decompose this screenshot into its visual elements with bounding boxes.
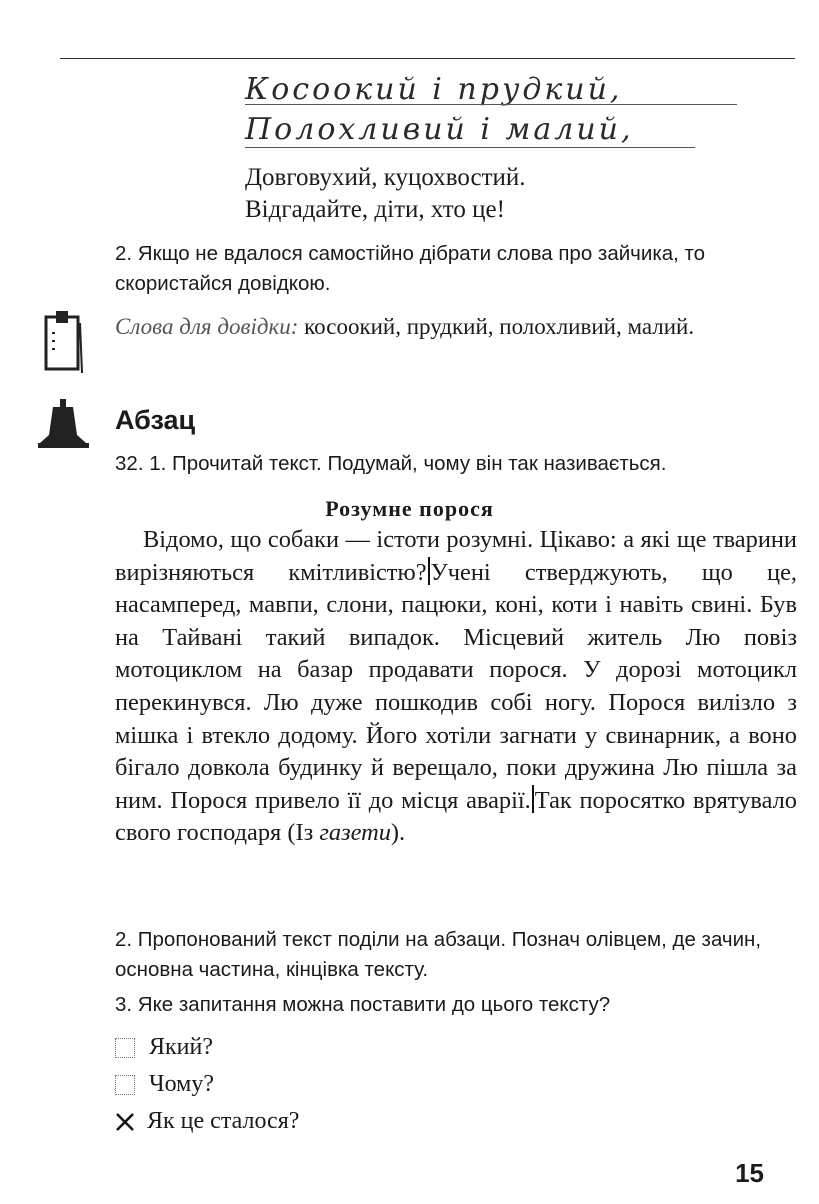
reference-words: косоокий, прудкий, полохливий, малий. xyxy=(304,314,695,339)
riddle-line-4: Відгадайте, діти, хто це! xyxy=(245,196,505,223)
reference-label: Слова для довідки: xyxy=(115,314,299,339)
option-label: Як це сталося? xyxy=(147,1108,300,1134)
task-2-paragraphs: 2. Пропонований текст поділи на абзаци. Познач олівцем, де зачин, основна частина, кінцівка тексту. xyxy=(115,928,762,981)
checkbox-empty[interactable] xyxy=(115,1075,135,1095)
bell-icon xyxy=(36,397,91,452)
paragraph-break-mark-2 xyxy=(532,785,534,813)
top-rule xyxy=(60,58,795,59)
option-yakyi[interactable] xyxy=(115,1034,213,1061)
option-label: Який? xyxy=(149,1034,214,1060)
checkbox-empty[interactable] xyxy=(115,1038,135,1058)
exercise-32-header xyxy=(115,449,666,479)
clipboard-icon xyxy=(38,305,88,375)
story-ending: Так поросятко врятувало свого господаря (Із xyxy=(115,786,798,847)
story-ending-close: ). xyxy=(390,819,406,847)
option-chomu[interactable] xyxy=(115,1071,214,1098)
option-yak-tse-stalosia[interactable] xyxy=(115,1108,299,1135)
handwritten-line-1: Косоокий і прудкий, xyxy=(245,72,623,107)
task-2-instruction: 2. Якщо не вдалося самостійно дібрати слова про зайчика, то скористайся довідкою. xyxy=(115,242,706,295)
checkbox-checked-x-icon[interactable] xyxy=(115,1112,135,1132)
story-main: Учені стверджують, що це, насамперед, мавпи, слони, пацюки, коні, коти і навіть свині. Був на Тайвані такий випадок. Місцевий житель Лю повіз мотоциклом на базар продавати порося. У дорозі мотоцикл перекинувся. Лю дуже пошкодив собі ногу. Порося вилізло з мішка і втекло додому. Його хотіли загнати у свинарник, а воно бігало довкола будинку й верещало, поки дружина Лю пішла за ним. Порося привело її до місця аварії. xyxy=(115,558,797,814)
story-title: Розумне порося xyxy=(325,496,494,521)
reference-block xyxy=(115,310,805,343)
exercise-instruction: . 1. Прочитай текст. Подумай, чому він так називається. xyxy=(137,452,667,475)
option-label: Чому? xyxy=(149,1071,214,1097)
riddle-line-3: Довговухий, куцохвостий. xyxy=(245,164,526,191)
task-3-question: 3. Яке запитання можна поставити до цього тексту? xyxy=(115,993,611,1016)
handwriting-rule-2 xyxy=(245,147,695,148)
story-text xyxy=(115,524,797,850)
story-paragraph xyxy=(115,524,797,850)
handwriting-rule-1 xyxy=(245,104,737,105)
page-number: 15 xyxy=(735,1158,764,1188)
exercise-number: 32 xyxy=(115,452,138,475)
paragraph-break-mark-1 xyxy=(428,557,430,585)
handwritten-line-2: Полохливий і малий, xyxy=(245,112,634,147)
story-intro: Відомо, що собаки — істоти розумні. Цікаво: а які ще тварини вирізняються кмітливістю? xyxy=(115,526,797,586)
section-heading: Абзац xyxy=(115,405,196,435)
story-source: газети xyxy=(319,819,391,847)
